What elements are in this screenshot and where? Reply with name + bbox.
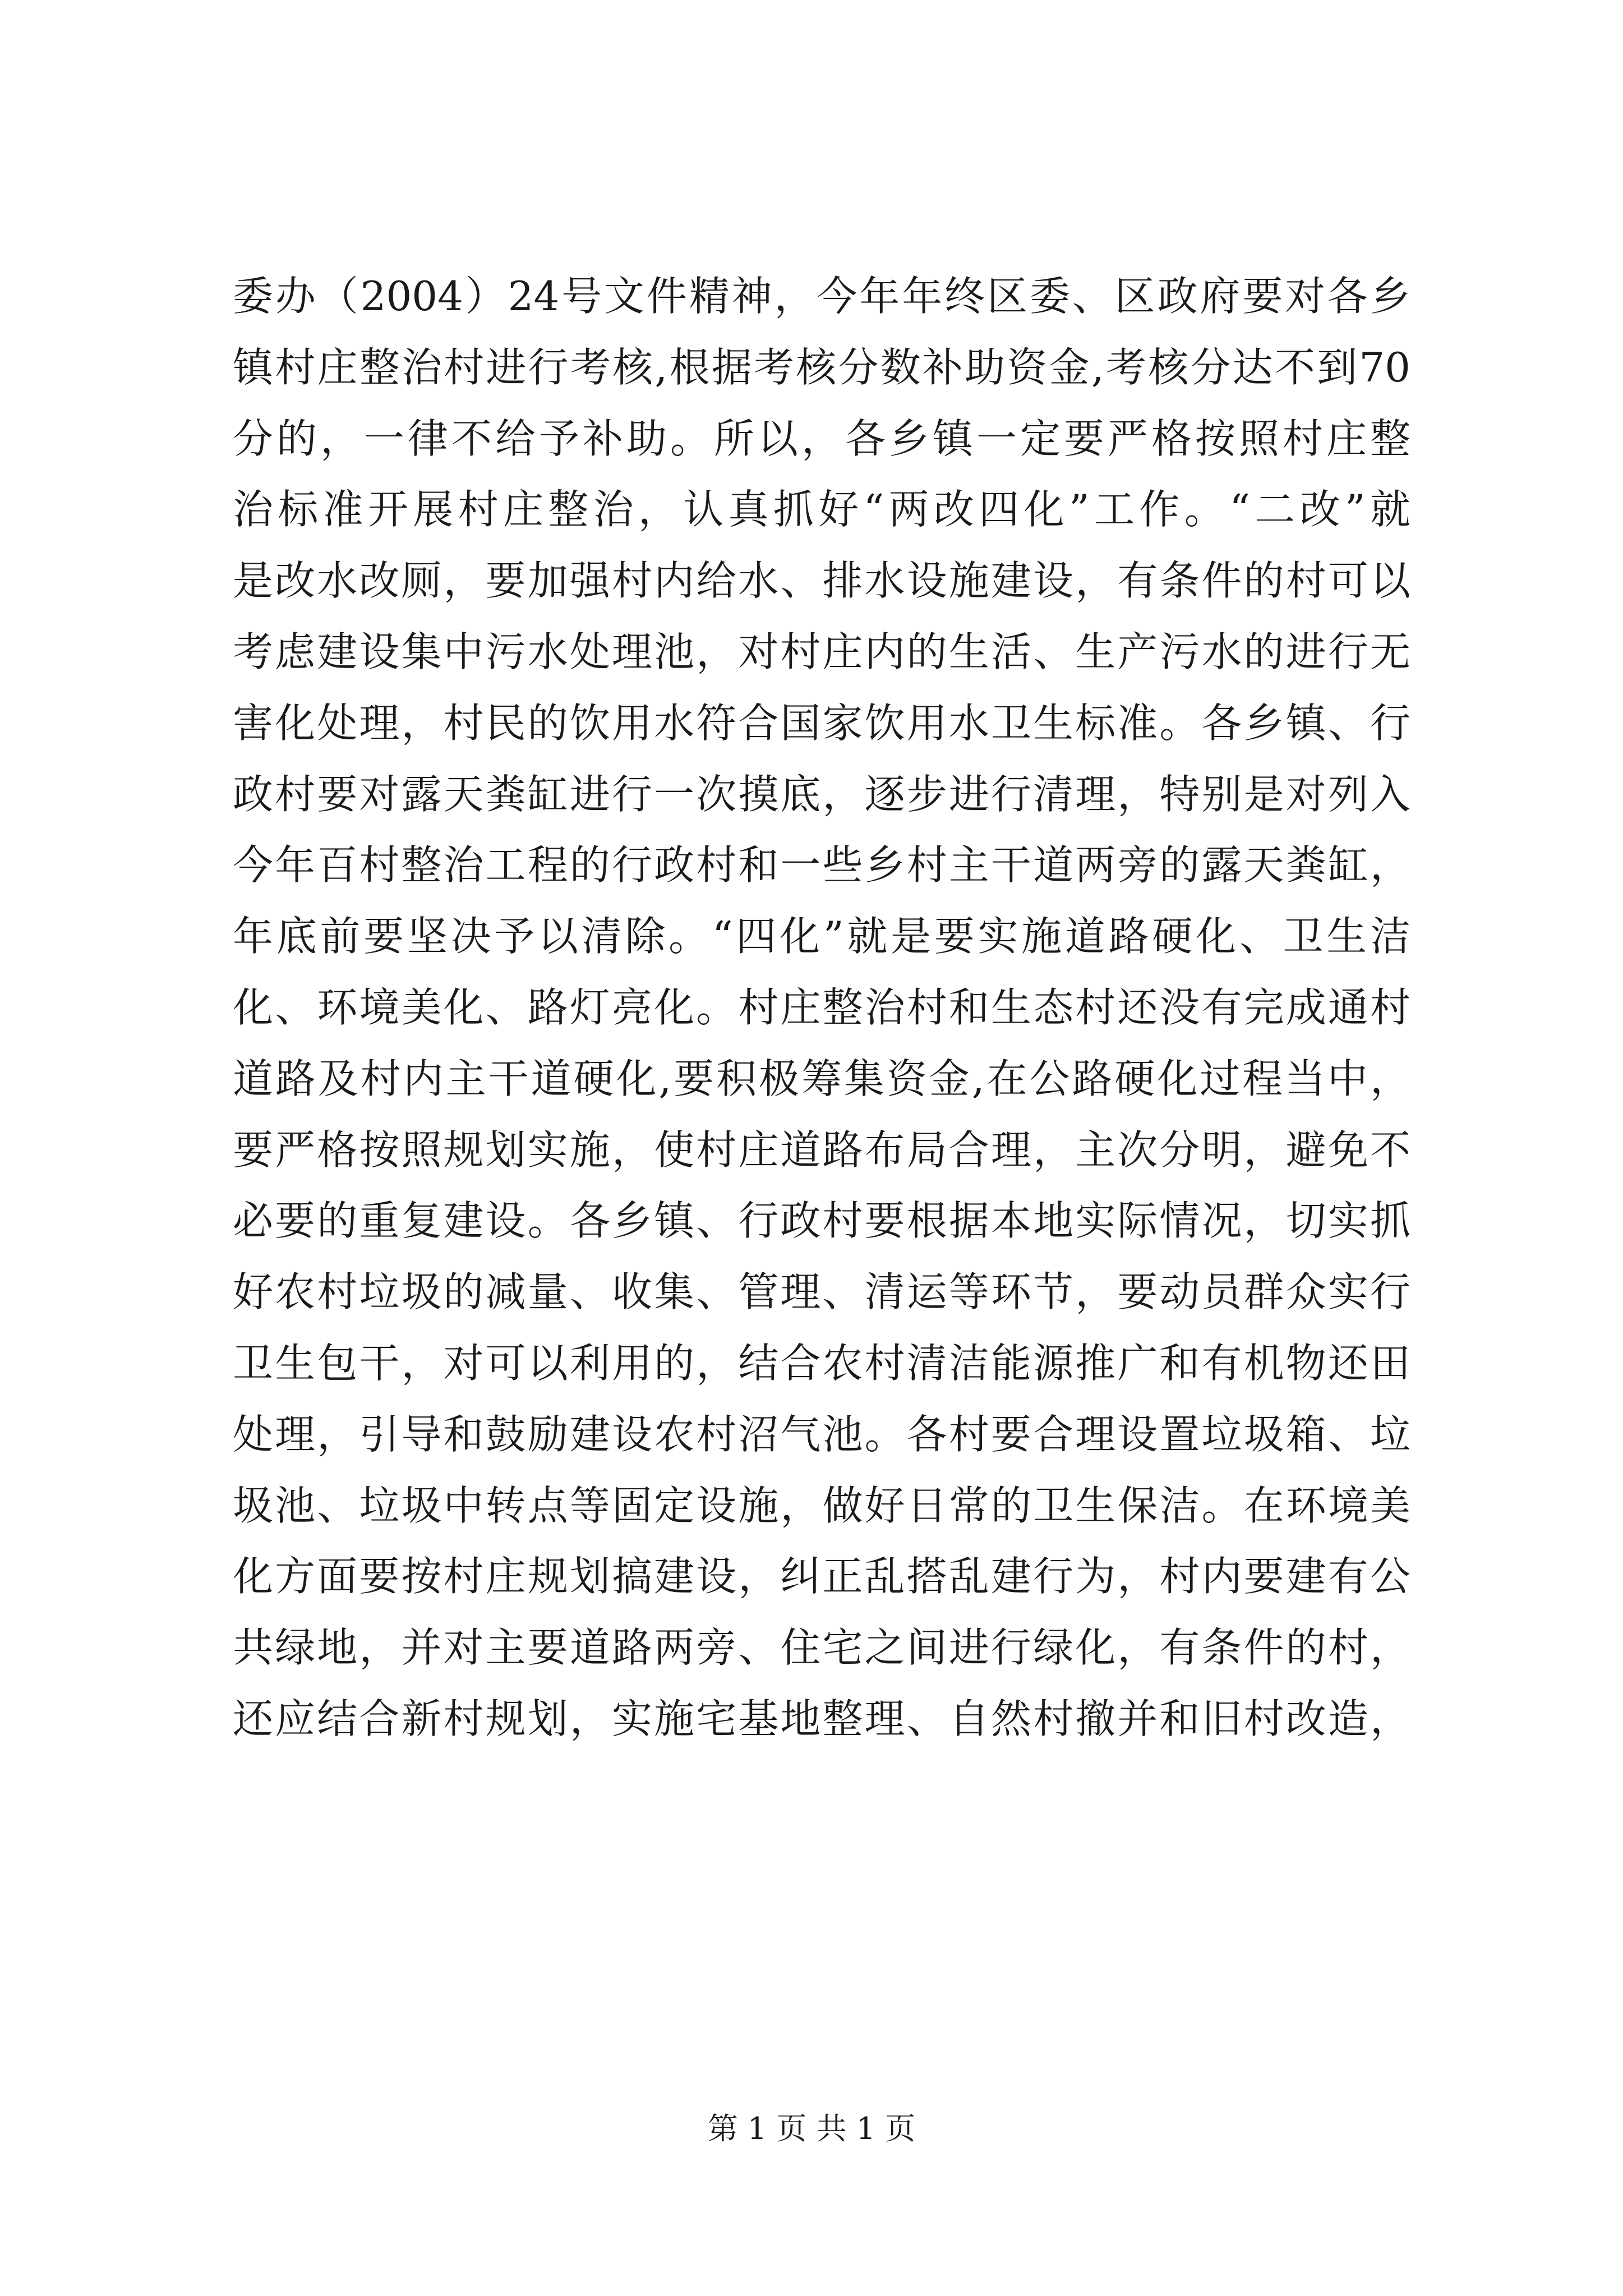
text-line: 分的，一律不给予补助。所以，各乡镇一定要严格按照村庄整 xyxy=(233,415,1410,462)
text-line: 年底前要坚决予以清除。“四化”就是要实施道路硬化、卫生洁 xyxy=(233,913,1410,960)
text-line: 还应结合新村规划，实施宅基地整理、自然村撤并和旧村改造， xyxy=(233,1695,1410,1742)
text-line: 镇村庄整治村进行考核,根据考核分数补助资金,考核分达不到70 xyxy=(233,343,1410,391)
text-line: 政村要对露天粪缸进行一次摸底，逐步进行清理，特别是对列入 xyxy=(233,770,1410,818)
text-line: 圾池、垃圾中转点等固定设施，做好日常的卫生保洁。在环境美 xyxy=(233,1481,1410,1529)
text-line: 卫生包干，对可以利用的，结合农村清洁能源推广和有机物还田 xyxy=(233,1339,1410,1387)
text-line: 化方面要按村庄规划搞建设，纠正乱搭乱建行为，村内要建有公 xyxy=(233,1553,1410,1600)
text-line: 考虑建设集中污水处理池，对村庄内的生活、生产污水的进行无 xyxy=(233,628,1410,675)
text-line: 道路及村内主干道硬化,要积极筹集资金,在公路硬化过程当中， xyxy=(233,1055,1410,1102)
text-line: 委办（2004）24号文件精神，今年年终区委、区政府要对各乡 xyxy=(233,273,1410,320)
body-text xyxy=(233,261,1410,1755)
text-line: 好农村垃圾的减量、收集、管理、清运等环节，要动员群众实行 xyxy=(233,1268,1410,1316)
text-line: 今年百村整治工程的行政村和一些乡村主干道两旁的露天粪缸， xyxy=(233,841,1410,889)
text-line: 害化处理，村民的饮用水符合国家饮用水卫生标准。各乡镇、行 xyxy=(233,699,1410,747)
text-line: 化、环境美化、路灯亮化。村庄整治村和生态村还没有完成通村 xyxy=(233,983,1410,1031)
text-line: 是改水改厕，要加强村内给水、排水设施建设，有条件的村可以 xyxy=(233,557,1410,605)
text-line: 治标准开展村庄整治，认真抓好“两改四化”工作。“二改”就 xyxy=(233,486,1410,533)
text-line: 处理，引导和鼓励建设农村沼气池。各村要合理设置垃圾箱、垃 xyxy=(233,1410,1410,1458)
text-line: 要严格按照规划实施，使村庄道路布局合理，主次分明，避免不 xyxy=(233,1126,1410,1174)
text-line: 共绿地，并对主要道路两旁、住宅之间进行绿化，有条件的村， xyxy=(233,1624,1410,1672)
text-line: 必要的重复建设。各乡镇、行政村要根据本地实际情况，切实抓 xyxy=(233,1197,1410,1245)
page-footer: 第 1 页 共 1 页 xyxy=(707,2111,916,2146)
